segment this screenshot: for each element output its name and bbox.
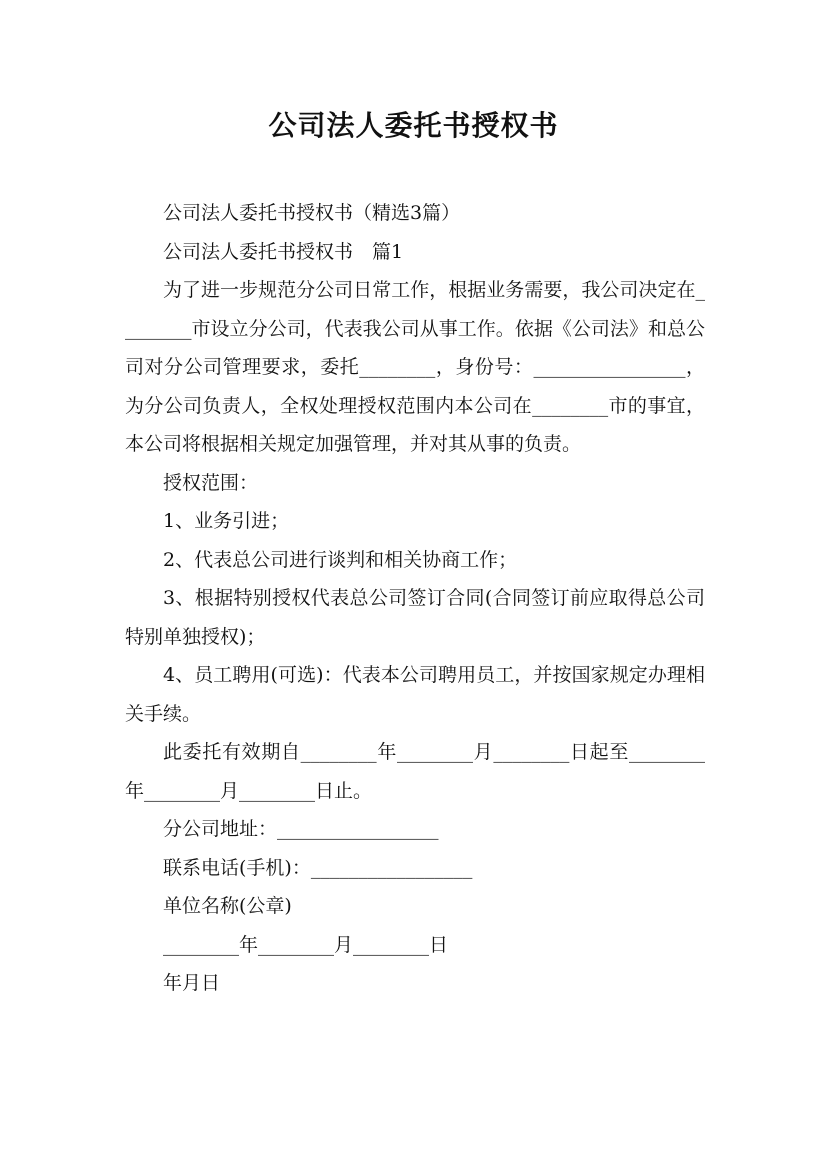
date-blank-line: ________年________月________日 [163, 933, 449, 956]
contact-phone-line: 联系电话(手机)：_________________ [163, 856, 473, 879]
subtitle-paragraph: 公司法人委托书授权书（精选3篇） [163, 202, 461, 224]
scope-item-4: 4、员工聘用(可选)：代表本公司聘用员工，并按国家规定办理相关手续。 [125, 664, 705, 725]
unit-name-seal-line: 单位名称(公章) [163, 895, 292, 917]
document-body [125, 194, 705, 1003]
scope-item-3: 3、根据特别授权代表总公司签订合同(合同签订前应取得总公司特别单独授权)； [125, 587, 705, 648]
scope-item-1: 1、业务引进； [163, 510, 290, 532]
validity-paragraph: 此委托有效期自________年________月________日起至________年________月________日止。 [125, 741, 705, 802]
branch-address-line: 分公司地址：_________________ [163, 818, 439, 840]
document-title: 公司法人委托书授权书 [268, 109, 559, 142]
section-heading: 公司法人委托书授权书 篇1 [163, 240, 404, 263]
intro-paragraph: 为了进一步规范分公司日常工作，根据业务需要，我公司决定在________市设立分公司，代表我公司从事工作。依据《公司法》和总公司对分公司管理要求，委托________，身份号：________________，为分公司负责人，全权处理授权范围内本公司在________市的事宜，本公司将根据相关规定加强管理，并对其从事的负责。 [125, 279, 705, 455]
scope-heading: 授权范围： [163, 471, 259, 494]
scope-item-2: 2、代表总公司进行谈判和相关协商工作； [163, 548, 518, 571]
date-line: 年月日 [163, 972, 221, 994]
